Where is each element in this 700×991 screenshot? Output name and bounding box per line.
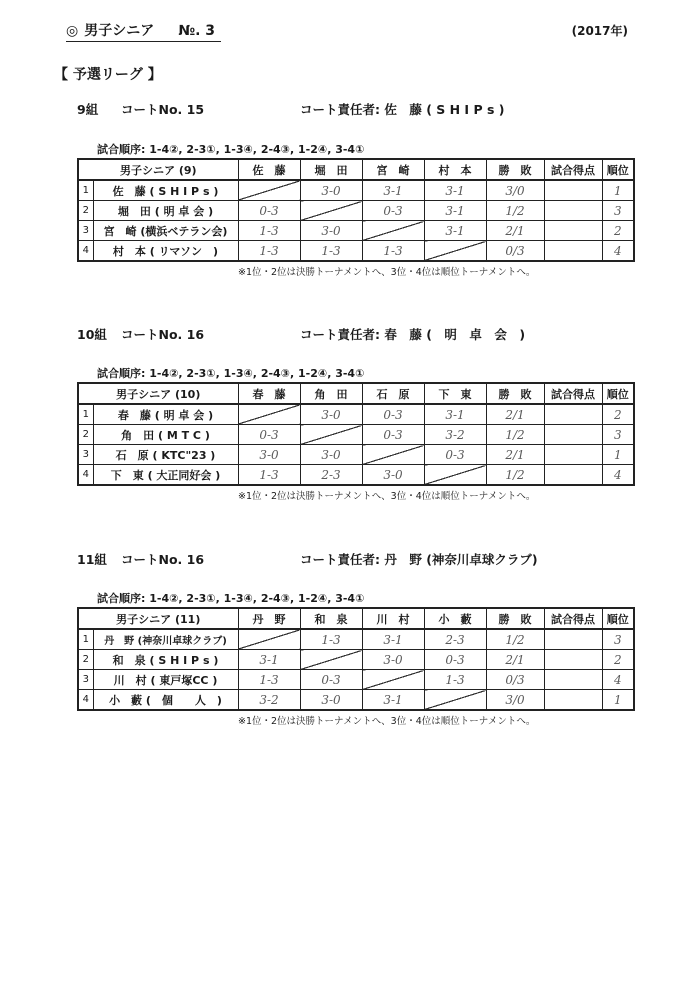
score-cell: 3-1	[362, 690, 424, 711]
table-header-row	[78, 383, 634, 404]
score-cell: 3-0	[300, 404, 362, 425]
score-cell: 1-3	[238, 241, 300, 262]
rank-cell: 2	[602, 404, 634, 425]
header-player-4: 下 東	[424, 383, 486, 404]
points-cell	[544, 670, 602, 690]
rank-cell: 2	[602, 221, 634, 241]
self-match-cell	[362, 221, 424, 241]
score-cell: 2-3	[300, 465, 362, 486]
points-cell	[544, 465, 602, 486]
rank-cell: 4	[602, 670, 634, 690]
table-row	[78, 201, 634, 221]
score-cell: 1-3	[300, 241, 362, 262]
row-number: 3	[78, 445, 93, 465]
score-cell: 3-0	[300, 221, 362, 241]
self-match-cell	[238, 629, 300, 650]
record-cell: 3/0	[486, 180, 544, 201]
row-number: 2	[78, 201, 93, 221]
row-number: 3	[78, 670, 93, 690]
header-player-4: 村 本	[424, 159, 486, 180]
table-row	[78, 180, 634, 201]
record-cell: 3/0	[486, 690, 544, 711]
player-name: 川 村 ( 東戸塚CC )	[93, 670, 238, 690]
header-rank: 順位	[602, 159, 634, 180]
header-division: 男子シニア (9)	[78, 159, 238, 180]
rank-cell: 4	[602, 241, 634, 262]
header-player-3: 宮 崎	[362, 159, 424, 180]
player-name: 角 田 ( M T C )	[93, 425, 238, 445]
header-division: 男子シニア (10)	[78, 383, 238, 404]
player-name: 宮 崎 (横浜ベテラン会)	[93, 221, 238, 241]
score-cell: 0-3	[362, 425, 424, 445]
group-11-label: 11組	[77, 552, 107, 567]
score-cell: 1-3	[238, 221, 300, 241]
record-cell: 1/2	[486, 465, 544, 486]
score-cell: 3-0	[362, 650, 424, 670]
player-name: 和 泉 ( S H I P s )	[93, 650, 238, 670]
self-match-cell	[424, 241, 486, 262]
row-number: 2	[78, 425, 93, 445]
player-name: 堀 田 ( 明 卓 会 )	[93, 201, 238, 221]
header-player-4: 小 藪	[424, 608, 486, 629]
group-11-order: 試合順序: 1-4②, 2-3①, 1-3④, 2-4③, 1-2④, 3-4①	[97, 592, 365, 605]
score-cell: 1-3	[238, 465, 300, 486]
score-cell: 3-1	[424, 180, 486, 201]
points-cell	[544, 690, 602, 711]
points-cell	[544, 404, 602, 425]
group-10-label: 10組	[77, 327, 107, 342]
self-match-cell	[424, 465, 486, 486]
rank-cell: 4	[602, 465, 634, 486]
score-cell: 0-3	[362, 201, 424, 221]
record-cell: 2/1	[486, 445, 544, 465]
row-number: 4	[78, 465, 93, 486]
table-row	[78, 690, 634, 711]
self-match-cell	[362, 670, 424, 690]
score-cell: 3-1	[424, 404, 486, 425]
table-header-row	[78, 159, 634, 180]
rank-cell: 3	[602, 629, 634, 650]
score-cell: 3-2	[238, 690, 300, 711]
score-cell: 3-0	[300, 445, 362, 465]
score-cell: 1-3	[238, 670, 300, 690]
row-number: 4	[78, 241, 93, 262]
group-10-manager: コート責任者: 春 藤 ( 明 卓 会 )	[300, 327, 526, 342]
score-cell: 0-3	[238, 201, 300, 221]
score-cell: 0-3	[424, 445, 486, 465]
self-match-cell	[300, 201, 362, 221]
group-10-order: 試合順序: 1-4②, 2-3①, 1-3④, 2-4③, 1-2④, 3-4①	[97, 367, 365, 380]
row-number: 2	[78, 650, 93, 670]
score-cell: 0-3	[362, 404, 424, 425]
header-player-2: 角 田	[300, 383, 362, 404]
group-11-note: ※1位・2位は決勝トーナメントへ、3位・4位は順位トーナメントへ。	[238, 716, 536, 727]
header-points: 試合得点	[544, 383, 602, 404]
self-match-cell	[238, 404, 300, 425]
record-cell: 0/3	[486, 670, 544, 690]
table-row	[78, 241, 634, 262]
header-player-1: 丹 野	[238, 608, 300, 629]
table-row	[78, 404, 634, 425]
score-cell: 2-3	[424, 629, 486, 650]
score-cell: 3-1	[362, 629, 424, 650]
header-player-3: 川 村	[362, 608, 424, 629]
header-player-2: 和 泉	[300, 608, 362, 629]
self-match-cell	[362, 445, 424, 465]
player-name: 小 藪 ( 個 人 )	[93, 690, 238, 711]
record-cell: 0/3	[486, 241, 544, 262]
points-cell	[544, 241, 602, 262]
points-cell	[544, 221, 602, 241]
table-row	[78, 465, 634, 486]
group-11-court: コートNo. 16	[121, 552, 205, 567]
row-number: 1	[78, 404, 93, 425]
row-number: 1	[78, 180, 93, 201]
group-9-note: ※1位・2位は決勝トーナメントへ、3位・4位は順位トーナメントへ。	[238, 267, 536, 278]
row-number: 3	[78, 221, 93, 241]
score-cell: 0-3	[300, 670, 362, 690]
group-11-manager: コート責任者: 丹 野 (神奈川卓球クラブ)	[300, 552, 538, 567]
group-10-court: コートNo. 16	[121, 327, 205, 342]
row-number: 1	[78, 629, 93, 650]
group-10-note: ※1位・2位は決勝トーナメントへ、3位・4位は順位トーナメントへ。	[238, 491, 536, 502]
self-match-cell	[424, 690, 486, 711]
header-player-2: 堀 田	[300, 159, 362, 180]
header-division: 男子シニア (11)	[78, 608, 238, 629]
score-cell: 3-1	[424, 201, 486, 221]
section-title: 【 予選リーグ 】	[54, 67, 162, 83]
points-cell	[544, 629, 602, 650]
player-name: 石 原 ( KTC"23 )	[93, 445, 238, 465]
self-match-cell	[300, 425, 362, 445]
record-cell: 1/2	[486, 629, 544, 650]
header-points: 試合得点	[544, 608, 602, 629]
score-cell: 3-1	[362, 180, 424, 201]
row-number: 4	[78, 690, 93, 711]
group-9-manager: コート責任者: 佐 藤 ( S H I P s )	[300, 102, 505, 117]
table-row	[78, 221, 634, 241]
record-cell: 2/1	[486, 404, 544, 425]
score-cell: 3-0	[238, 445, 300, 465]
header-rank: 順位	[602, 383, 634, 404]
title-text: 男子シニア	[84, 23, 155, 39]
score-cell: 3-0	[300, 690, 362, 711]
rank-cell: 1	[602, 445, 634, 465]
player-name: 村 本 ( リマソン )	[93, 241, 238, 262]
table-row	[78, 650, 634, 670]
table-row	[78, 670, 634, 690]
self-match-cell	[238, 180, 300, 201]
table-row	[78, 629, 634, 650]
player-name: 春 藤 ( 明 卓 会 )	[93, 404, 238, 425]
header-record: 勝 敗	[486, 608, 544, 629]
player-name: 下 東 ( 大正同好会 )	[93, 465, 238, 486]
score-cell: 1-3	[362, 241, 424, 262]
title-mark: ◎	[66, 23, 79, 39]
table-row	[78, 445, 634, 465]
header-record: 勝 敗	[486, 159, 544, 180]
rank-cell: 3	[602, 425, 634, 445]
points-cell	[544, 180, 602, 201]
self-match-cell	[300, 650, 362, 670]
header-record: 勝 敗	[486, 383, 544, 404]
score-cell: 0-3	[424, 650, 486, 670]
player-name: 丹 野 (神奈川卓球クラブ)	[93, 629, 238, 650]
group-9-table	[77, 158, 635, 262]
score-cell: 3-0	[300, 180, 362, 201]
score-cell: 1-3	[424, 670, 486, 690]
table-row	[78, 425, 634, 445]
points-cell	[544, 650, 602, 670]
record-cell: 2/1	[486, 650, 544, 670]
rank-cell: 3	[602, 201, 634, 221]
score-cell: 3-2	[424, 425, 486, 445]
year-label: (2017年)	[571, 24, 628, 38]
group-9-court: コートNo. 15	[121, 102, 205, 117]
record-cell: 1/2	[486, 425, 544, 445]
header-player-3: 石 原	[362, 383, 424, 404]
header-points: 試合得点	[544, 159, 602, 180]
header-player-1: 佐 藤	[238, 159, 300, 180]
title-number: №. 3	[178, 23, 215, 39]
rank-cell: 1	[602, 180, 634, 201]
score-cell: 3-0	[362, 465, 424, 486]
rank-cell: 2	[602, 650, 634, 670]
points-cell	[544, 201, 602, 221]
group-9-label: 9組	[77, 102, 99, 117]
score-cell: 3-1	[424, 221, 486, 241]
record-cell: 2/1	[486, 221, 544, 241]
score-cell: 0-3	[238, 425, 300, 445]
player-name: 佐 藤 ( S H I P s )	[93, 180, 238, 201]
group-9-order: 試合順序: 1-4②, 2-3①, 1-3④, 2-4③, 1-2④, 3-4①	[97, 143, 365, 156]
group-10-table	[77, 382, 635, 486]
points-cell	[544, 425, 602, 445]
table-header-row	[78, 608, 634, 629]
document-title	[66, 20, 221, 42]
score-cell: 1-3	[300, 629, 362, 650]
group-11-table	[77, 607, 635, 711]
header-player-1: 春 藤	[238, 383, 300, 404]
points-cell	[544, 445, 602, 465]
record-cell: 1/2	[486, 201, 544, 221]
header-rank: 順位	[602, 608, 634, 629]
rank-cell: 1	[602, 690, 634, 711]
score-cell: 3-1	[238, 650, 300, 670]
